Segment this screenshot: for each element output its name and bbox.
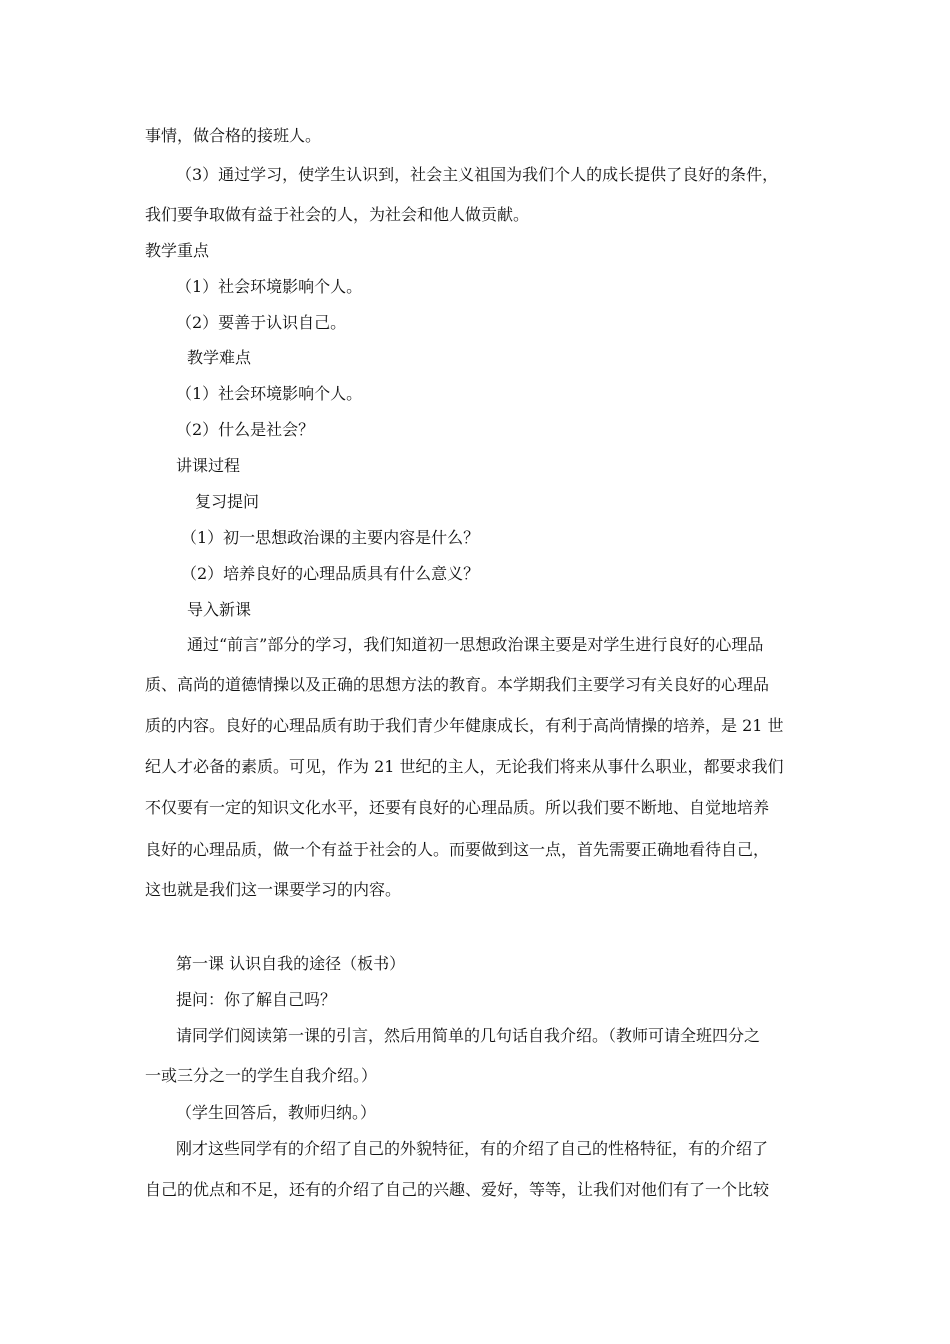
- text-line: 通过“前言”部分的学习，我们知道初一思想政治课主要是对学生进行良好的心理品: [187, 635, 764, 654]
- text-line: （2）要善于认识自己。: [176, 313, 347, 332]
- section-heading: 复习提问: [195, 492, 260, 511]
- text-line: （3）通过学习，使学生认识到，社会主义祖国为我们个人的成长提供了良好的条件，: [176, 165, 779, 184]
- text-line: 质的内容。良好的心理品质有助于我们青少年健康成长，有利于高尚情操的培养，是 21 世: [145, 716, 784, 735]
- text-line: 刚才这些同学有的介绍了自己的外貌特征，有的介绍了自己的性格特征，有的介绍了: [176, 1139, 769, 1158]
- text-line: 质、高尚的道德情操以及正确的思想方法的教育。本学期我们主要学习有关良好的心理品: [145, 675, 770, 694]
- text-line: 我们要争取做有益于社会的人，为社会和他人做贡献。: [145, 205, 530, 224]
- section-heading: 教学重点: [145, 241, 210, 260]
- text-line: （2）什么是社会？: [176, 420, 315, 439]
- lesson-title: 第一课 认识自我的途径（板书）: [176, 954, 406, 973]
- section-heading: 讲课过程: [176, 456, 241, 475]
- text-line: （2）培养良好的心理品质具有什么意义？: [181, 564, 480, 583]
- text-line: 提问：你了解自己吗？: [176, 990, 337, 1009]
- text-line: 良好的心理品质，做一个有益于社会的人。而要做到这一点，首先需要正确地看待自己，: [145, 840, 770, 859]
- text-line: 请同学们阅读第一课的引言，然后用简单的几句话自我介绍。（教师可请全班四分之: [176, 1026, 761, 1045]
- text-line: （1）初一思想政治课的主要内容是什么？: [181, 528, 480, 547]
- text-line: 不仅要有一定的知识文化水平，还要有良好的心理品质。所以我们要不断地、自觉地培养: [145, 798, 770, 817]
- text-line: （学生回答后，教师归纳。）: [176, 1103, 377, 1122]
- text-line: （1）社会环境影响个人。: [176, 277, 363, 296]
- section-heading: 教学难点: [187, 348, 252, 367]
- text-line: 自己的优点和不足，还有的介绍了自己的兴趣、爱好，等等，让我们对他们有了一个比较: [145, 1180, 770, 1199]
- section-heading: 导入新课: [187, 600, 252, 619]
- text-line: 一或三分之一的学生自我介绍。）: [145, 1066, 378, 1085]
- text-line: 这也就是我们这一课要学习的内容。: [145, 880, 402, 899]
- text-line: 事情，做合格的接班人。: [145, 126, 322, 145]
- text-line: 纪人才必备的素质。可见，作为 21 世纪的主人，无论我们将来从事什么职业，都要求我们: [145, 757, 784, 776]
- text-line: （1）社会环境影响个人。: [176, 384, 363, 403]
